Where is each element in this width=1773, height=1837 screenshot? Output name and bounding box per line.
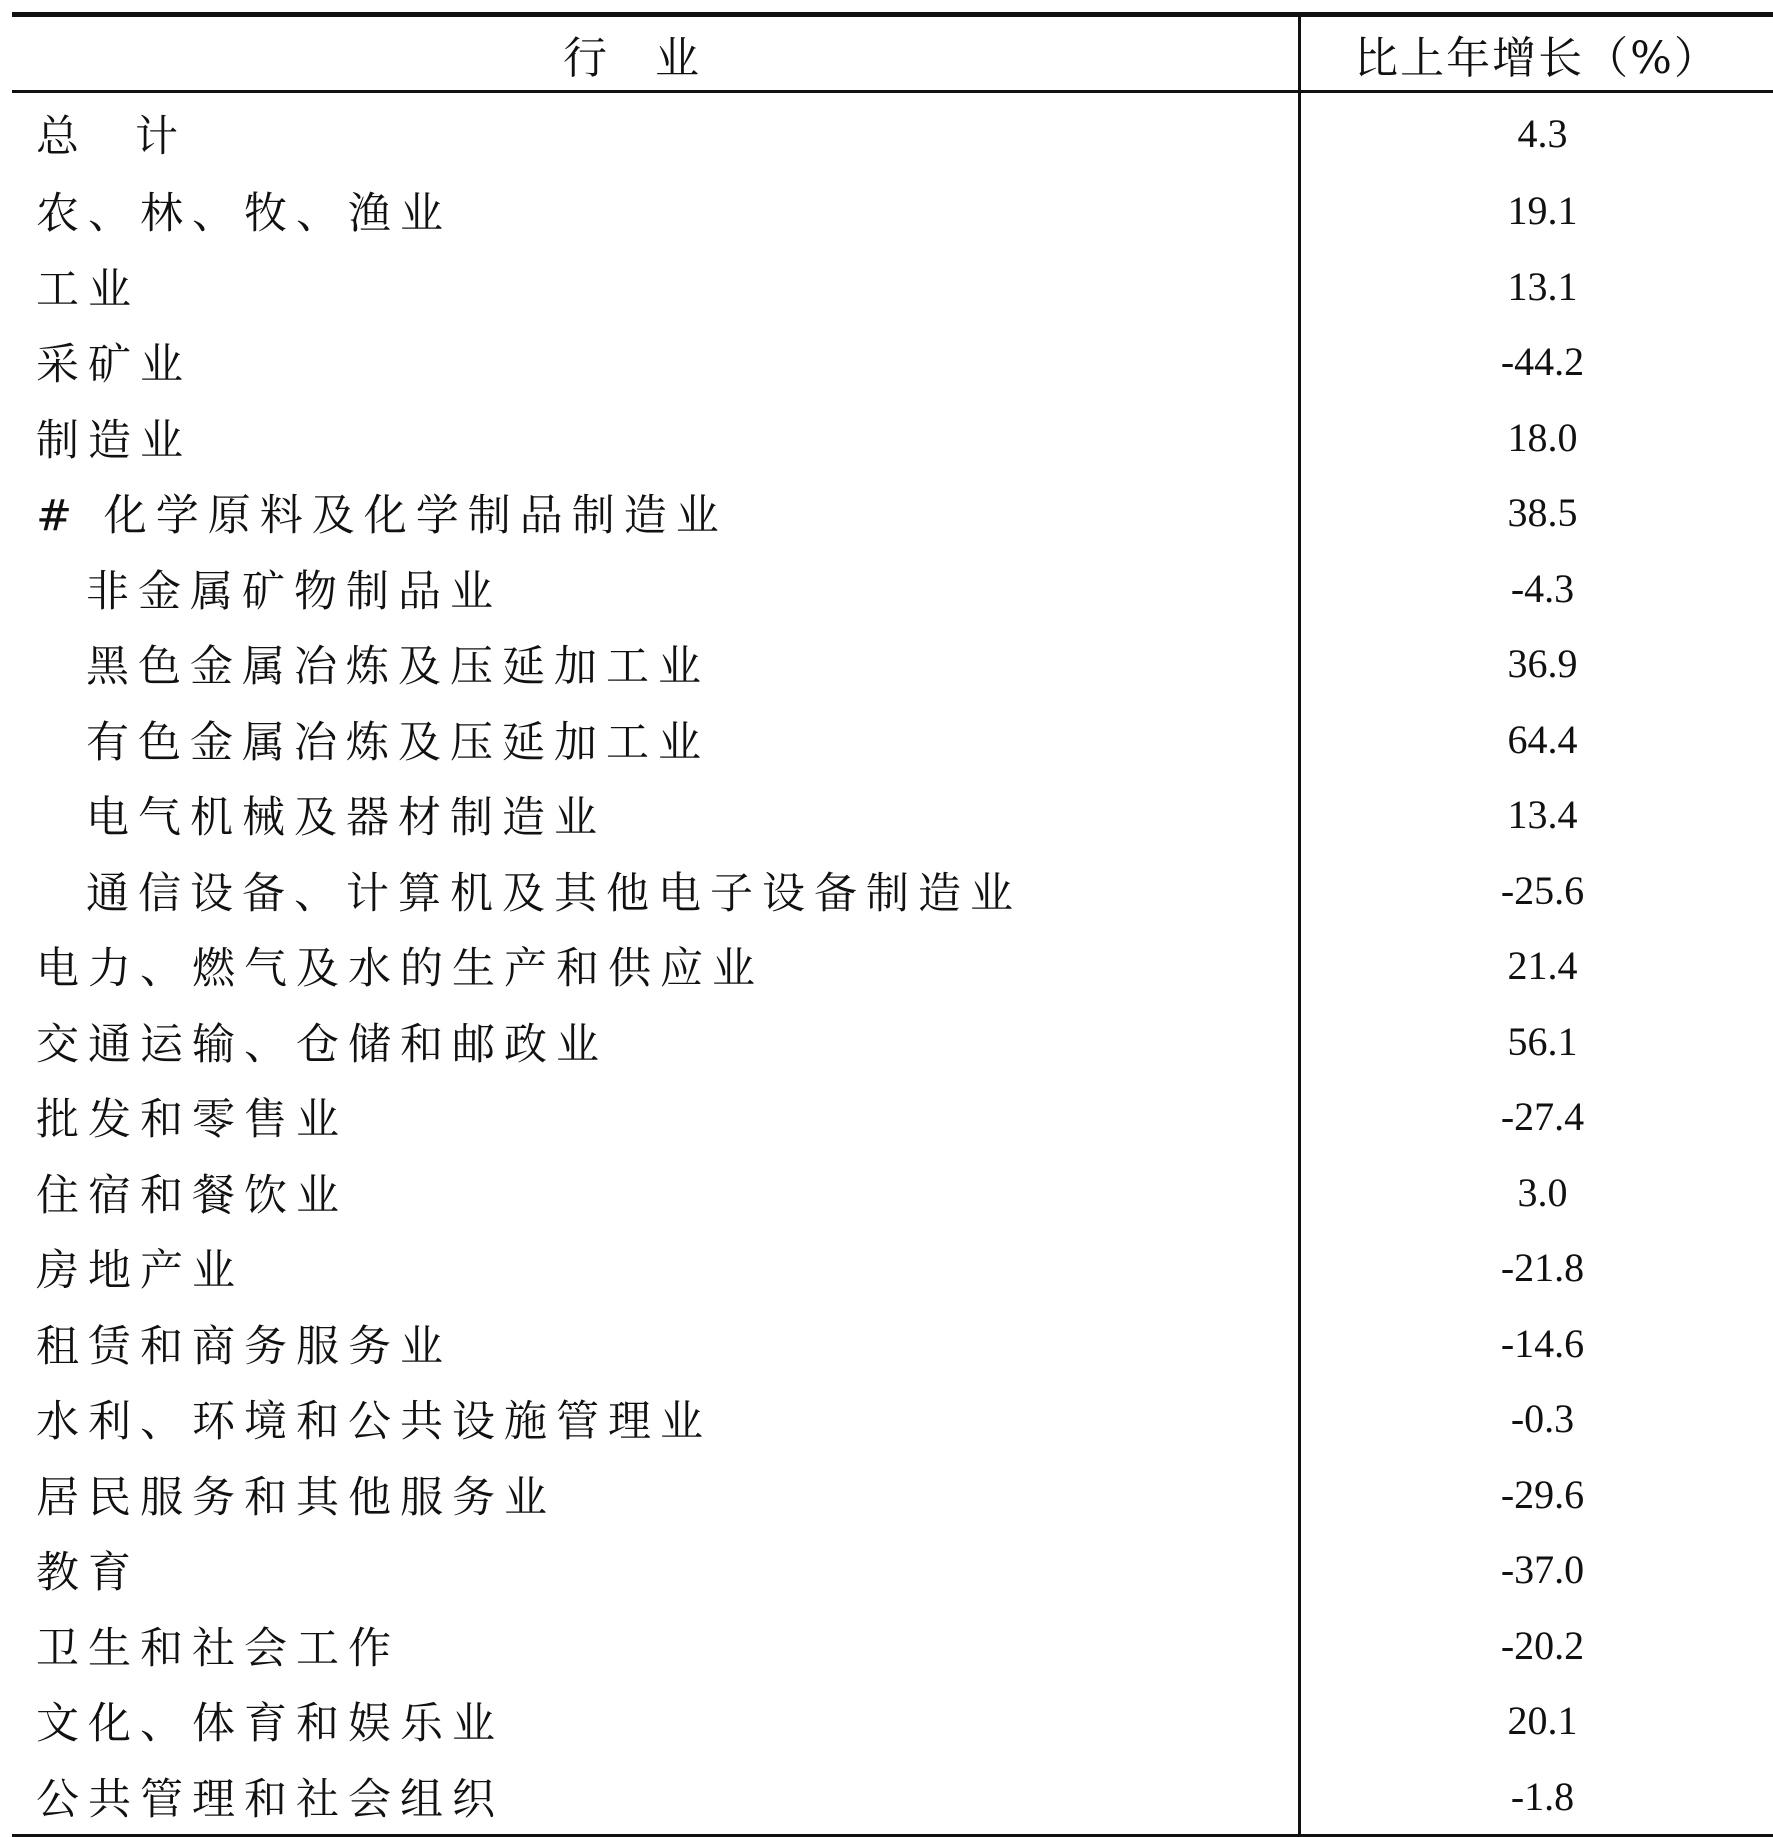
row-value: -25.6 [1500,867,1585,913]
row-label: 交通运输、仓储和邮政业 [36,1019,608,1070]
table-row [12,1079,1773,1155]
table-row [12,1155,1773,1231]
table-row [12,1457,1773,1533]
table-row [12,928,1773,1004]
row-label: 公共管理和社会组织 [36,1774,504,1825]
growth-column-header: 比上年增长（%） [1354,32,1720,84]
table-row [12,626,1773,702]
table-row [12,1381,1773,1457]
row-label: 制造业 [36,415,192,466]
growth-by-industry-table [12,12,1773,1837]
table-row [12,1004,1773,1080]
row-value: 64.4 [1507,716,1578,762]
row-value: -21.8 [1500,1245,1585,1291]
row-label: 工业 [36,264,140,315]
row-value: -14.6 [1500,1320,1585,1366]
table-row [12,173,1773,249]
row-value: 21.4 [1507,943,1578,989]
row-label: 电气机械及器材制造业 [86,793,606,844]
table-row [12,1532,1773,1608]
table-row [12,551,1773,627]
row-value: -37.0 [1500,1547,1585,1593]
row-label: 居民服务和其他服务业 [36,1472,556,1523]
table-header-row [12,17,1773,93]
table-row [12,1306,1773,1382]
row-label: 水利、环境和公共设施管理业 [36,1397,712,1448]
industry-column-header: 行业 [12,17,1301,90]
row-label: 通信设备、计算机及其他电子设备制造业 [86,868,1022,919]
row-value: -44.2 [1500,339,1585,385]
row-label: 住宿和餐饮业 [36,1170,348,1221]
row-label: 教育 [36,1548,140,1599]
row-value: 13.4 [1507,792,1578,838]
row-label: 总计 [36,111,234,162]
row-label: 有色金属冶炼及压延加工业 [86,717,710,768]
row-value: -27.4 [1500,1094,1585,1140]
row-value: -0.3 [1510,1396,1575,1442]
row-value: 3.0 [1517,1169,1568,1215]
row-value: 20.1 [1507,1698,1578,1744]
table-row [12,1230,1773,1306]
row-value: -20.2 [1500,1622,1585,1668]
table-row [12,475,1773,551]
row-label: 采矿业 [36,340,192,391]
row-label: 卫生和社会工作 [36,1623,400,1674]
table-row [12,777,1773,853]
table-row [12,249,1773,325]
table-row [12,702,1773,778]
row-label: # 化学原料及化学制品制造业 [36,491,728,542]
table-row [12,324,1773,400]
row-value: 38.5 [1507,490,1578,536]
table-row [12,400,1773,476]
table-row [12,1683,1773,1759]
row-label: 电力、燃气及水的生产和供应业 [36,944,764,995]
row-label: 农、林、牧、渔业 [36,189,452,240]
row-value: 13.1 [1507,263,1578,309]
row-label: 批发和零售业 [36,1095,348,1146]
row-value: -29.6 [1500,1471,1585,1517]
row-value: 18.0 [1507,414,1578,460]
table-row [12,93,1773,173]
row-label: 黑色金属冶炼及压延加工业 [86,642,710,693]
row-value: -1.8 [1510,1773,1575,1819]
table-row [12,853,1773,929]
row-value: 36.9 [1507,641,1578,687]
row-value: 4.3 [1517,110,1568,156]
row-value: -4.3 [1510,565,1575,611]
row-label: 租赁和商务服务业 [36,1321,452,1372]
row-value: 19.1 [1507,188,1578,234]
table-row [12,1759,1773,1835]
row-value: 56.1 [1507,1018,1578,1064]
row-label: 非金属矿物制品业 [86,566,502,617]
table-body [12,93,1773,1834]
row-label: 房地产业 [36,1246,244,1297]
table-row [12,1608,1773,1684]
row-label: 文化、体育和娱乐业 [36,1699,504,1750]
